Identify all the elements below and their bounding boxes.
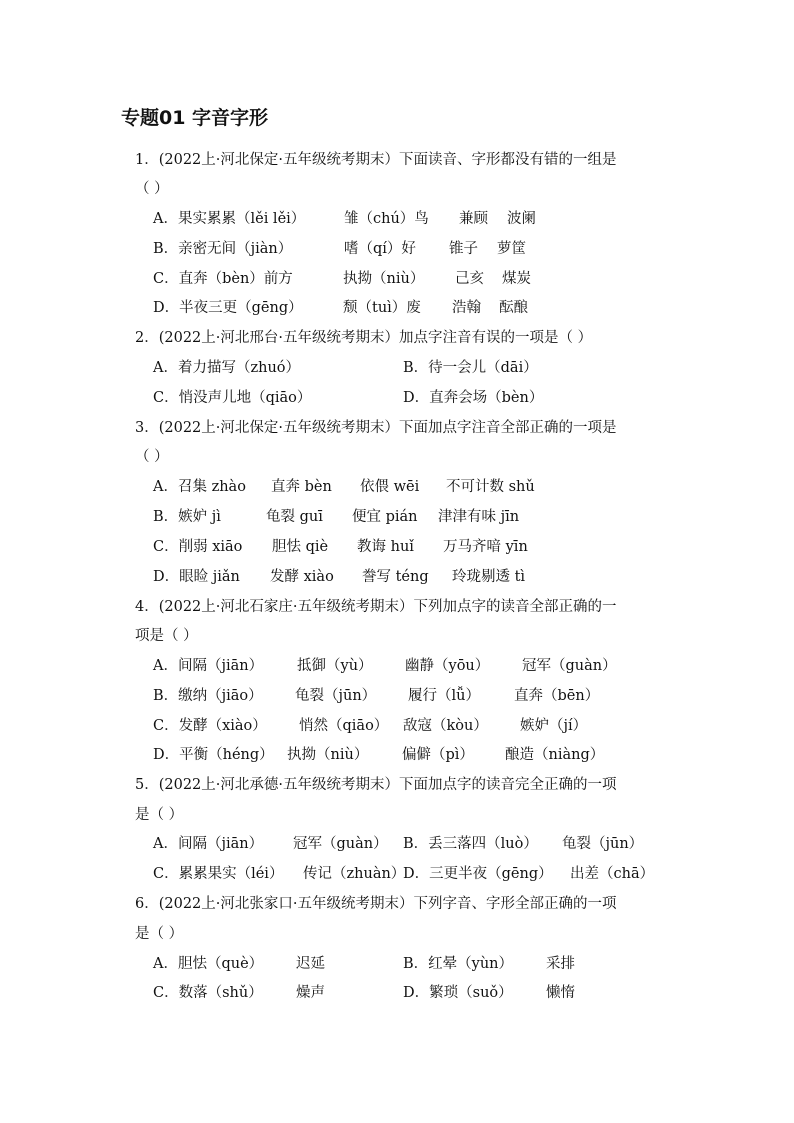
option-text: D．三更半夜（gēng）	[403, 866, 553, 882]
option-text: 敌寇（kòu）	[403, 718, 488, 734]
option-text: 履行（lǚ）	[408, 688, 480, 704]
option-text: 冠军（guàn）	[293, 836, 388, 852]
option-text: 锥子	[449, 241, 478, 257]
option-text: 兼顾	[459, 211, 488, 227]
option-text: 龟裂 guī	[266, 509, 323, 525]
option-text: A．着力描写（zhuó）	[153, 360, 301, 376]
option-text: C．数落（shǔ）	[153, 985, 263, 1001]
option-text: 依偎 wēi	[360, 479, 420, 495]
option-text: 誊写 téng	[362, 569, 429, 585]
option-text: D．眼睑 jiǎn	[153, 569, 240, 585]
option-text: 玲珑剔透 tì	[452, 569, 526, 585]
option-text: 迟延	[296, 956, 325, 972]
question-3-answer-blank: （ ）	[135, 449, 169, 465]
option-text: B．待一会儿（dāi）	[403, 360, 538, 376]
option-text: 采排	[546, 956, 575, 972]
option-text: 燥声	[296, 985, 325, 1001]
option-text: 便宜 pián	[352, 509, 418, 525]
option-text: D．繁琐（suǒ）	[403, 985, 513, 1001]
question-1-stem: 1．(2022上·河北保定·五年级统考期末）下面读音、字形都没有错的一组是	[135, 152, 617, 168]
option-text: D．直奔会场（bèn）	[403, 390, 544, 406]
option-text: B．嫉妒 jì	[153, 509, 221, 525]
question-4-stem-cont: 项是（ ）	[135, 628, 198, 644]
question-6-stem-cont: 是（ ）	[135, 926, 184, 942]
option-text: 执拗（niù）	[287, 747, 369, 763]
question-6-stem: 6．(2022上·河北张家口·五年级统考期末）下列字音、字形全部正确的一项	[135, 896, 617, 912]
option-text: D．平衡（héng）	[153, 747, 274, 763]
question-5-stem: 5．(2022上·河北承德·五年级统考期末）下面加点字的读音完全正确的一项	[135, 777, 617, 793]
question-5-stem-cont: 是（ ）	[135, 807, 184, 823]
option-text: 萝筐	[497, 241, 526, 257]
option-text: 己亥	[455, 271, 484, 287]
option-text: 不可计数 shǔ	[446, 479, 535, 495]
option-text: 幽静（yōu）	[405, 658, 490, 674]
option-text: 嗜（qí）好	[344, 241, 416, 257]
option-text: 懒惰	[546, 985, 575, 1001]
option-text: 浩翰	[452, 300, 481, 316]
option-text: A．间隔（jiān）	[153, 658, 264, 674]
question-1-answer-blank: （ ）	[135, 181, 169, 197]
option-text: A．召集 zhào	[153, 479, 246, 495]
option-text: 悄然（qiāo）	[299, 718, 389, 734]
option-text: 龟裂（jūn）	[295, 688, 377, 704]
option-text: B．丢三落四（luò）	[403, 836, 538, 852]
option-text: 直奔 bèn	[271, 479, 332, 495]
option-text: D．半夜三更（gēng）	[153, 300, 303, 316]
option-text: 颓（tuì）废	[343, 300, 421, 316]
option-text: 抵御（yù）	[297, 658, 373, 674]
page-title: 专题01 字音字形	[121, 107, 269, 129]
option-text: 教诲 huǐ	[357, 539, 414, 555]
option-text: 胆怯 qiè	[272, 539, 329, 555]
option-text: A．间隔（jiān）	[153, 836, 264, 852]
option-text: A．胆怯（què）	[153, 956, 264, 972]
option-text: C．发酵（xiào）	[153, 718, 267, 734]
option-text: 直奔（bēn）	[514, 688, 600, 704]
option-text: 冠军（guàn）	[522, 658, 617, 674]
option-text: 津津有味 jīn	[438, 509, 520, 525]
option-text: B．缴纳（jiāo）	[153, 688, 263, 704]
option-text: A．果实累累（lěi lěi）	[153, 211, 306, 227]
option-text: B．亲密无间（jiàn）	[153, 241, 293, 257]
option-text: 传记（zhuàn）	[303, 866, 406, 882]
option-text: C．直奔（bèn）前方	[153, 271, 293, 287]
option-text: 嫉妒（jí）	[520, 718, 588, 734]
question-4-stem: 4．(2022上·河北石家庄·五年级统考期末）下列加点字的读音全部正确的一	[135, 599, 617, 615]
option-text: 雏（chú）鸟	[344, 211, 429, 227]
option-text: 酿造（niàng）	[505, 747, 605, 763]
option-text: 万马齐喑 yīn	[443, 539, 528, 555]
option-text: C．削弱 xiāo	[153, 539, 243, 555]
option-text: C．悄没声儿地（qiāo）	[153, 390, 312, 406]
option-text: 发酵 xiào	[270, 569, 334, 585]
option-text: 龟裂（jūn）	[562, 836, 644, 852]
question-3-stem: 3．(2022上·河北保定·五年级统考期末）下面加点字注音全部正确的一项是	[135, 420, 617, 436]
option-text: 煤炭	[502, 271, 531, 287]
option-text: 出差（chā）	[570, 866, 655, 882]
option-text: 波阑	[507, 211, 536, 227]
option-text: B．红晕（yùn）	[403, 956, 514, 972]
option-text: 执拗（niù）	[343, 271, 425, 287]
question-2-stem: 2．(2022上·河北邢台·五年级统考期末）加点字注音有误的一项是（ ）	[135, 330, 593, 346]
option-text: C．累累果实（léi）	[153, 866, 284, 882]
option-text: 酝酿	[499, 300, 528, 316]
option-text: 偏僻（pì）	[402, 747, 474, 763]
